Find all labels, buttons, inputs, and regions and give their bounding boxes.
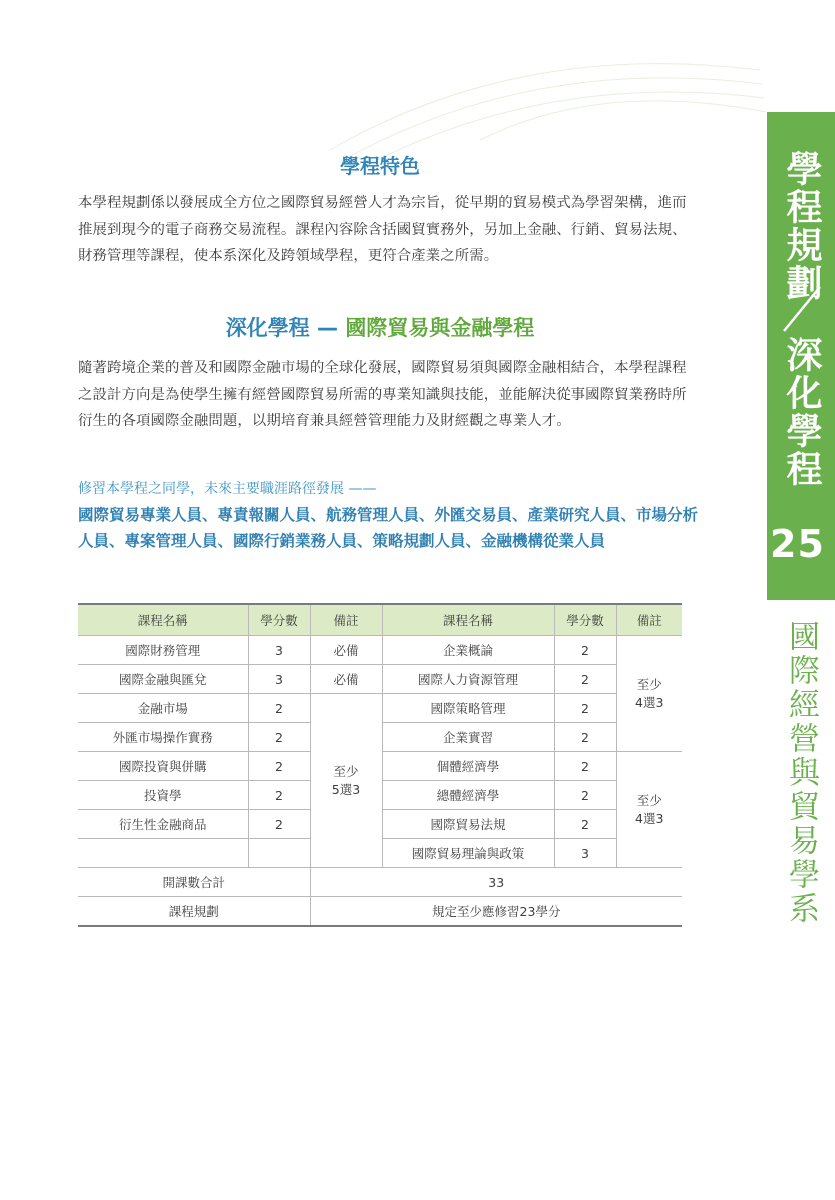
course-credits: 2 [554,665,616,694]
course-name: 國際貿易法規 [382,810,554,839]
group-note: 至少 4選3 [616,752,682,868]
course-name: 個體經濟學 [382,752,554,781]
group-note: 至少 4選3 [616,636,682,752]
table-plan-row [78,897,682,927]
header-note: 備註 [310,604,382,636]
course-credits: 2 [248,694,310,723]
table-row [78,694,682,723]
course-name: 企業實習 [382,723,554,752]
course-credits: 2 [554,810,616,839]
plan-value: 規定至少應修習23學分 [310,897,682,927]
side-tab-title-line2: 深化學程 [781,336,822,488]
course-name: 國際貿易理論與政策 [382,839,554,868]
group-note: 至少 5選3 [310,694,382,868]
department-name: 國際經營與貿易學系 [783,620,819,926]
course-credits: 2 [248,752,310,781]
career-path-list: 國際貿易專業人員、專責報關人員、航務管理人員、外匯交易員、產業研究人員、市場分析人員、專案管理人員、國際行銷業務人員、策略規劃人員、金融機構從業人員 [78,506,699,550]
header-credits: 學分數 [248,604,310,636]
slash-divider-icon [780,285,824,333]
course-credits: 3 [248,636,310,665]
career-path-lead: 修習本學程之同學，未來主要職涯路徑發展 —— [78,481,377,497]
course-credits: 2 [554,752,616,781]
section-title-prefix: 深化學程 — [225,316,346,340]
course-note: 必備 [310,665,382,694]
course-name: 總體經濟學 [382,781,554,810]
course-credits: 2 [554,723,616,752]
header-note: 備註 [616,604,682,636]
total-label: 開課數合計 [78,868,310,897]
side-tab-title-line1: 學程規劃 [781,150,822,302]
plan-label: 課程規劃 [78,897,310,927]
course-credits: 3 [554,839,616,868]
course-name: 投資學 [78,781,248,810]
table-header-row [78,604,682,636]
course-table [78,603,682,927]
course-name: 國際投資與併購 [78,752,248,781]
course-credits: 2 [554,636,616,665]
header-course-name: 課程名稱 [382,604,554,636]
course-credits: 2 [248,781,310,810]
course-name: 外匯市場操作實務 [78,723,248,752]
course-credits: 2 [554,781,616,810]
table-row [78,636,682,665]
course-name: 衍生性金融商品 [78,810,248,839]
table-row [78,665,682,694]
course-credits: 2 [554,694,616,723]
course-name: 國際策略管理 [382,694,554,723]
total-value: 33 [310,868,682,897]
course-name: 金融市場 [78,694,248,723]
course-name: 國際人力資源管理 [382,665,554,694]
course-note: 必備 [310,636,382,665]
program-features-paragraph: 本學程規劃係以發展成全方位之國際貿易經營人才為宗旨，從早期的貿易模式為學習架構，進而推展到現今的電子商務交易流程。課程內容除含括國貿實務外，另加上金融、行銷、貿易法規、財務管理等課程，使本系深化及跨領域學程，更符合產業之所需。 [78,195,687,264]
table-total-row [78,868,682,897]
course-credits [248,839,310,868]
course-credits: 2 [248,723,310,752]
course-name: 企業概論 [382,636,554,665]
course-name [78,839,248,868]
header-credits: 學分數 [554,604,616,636]
section-title-program-name: 國際貿易與金融學程 [345,316,535,340]
course-credits: 2 [248,810,310,839]
course-name: 國際金融與匯兌 [78,665,248,694]
header-course-name: 課程名稱 [78,604,248,636]
advanced-program-paragraph: 隨著跨境企業的普及和國際金融市場的全球化發展，國際貿易須與國際金融相結合，本學程課程之設計方向是為使學生擁有經營國際貿易所需的專業知識與技能，並能解決從事國際貿業務時所衍生的各項國際金融問題，以期培育兼具經營管理能力及財經觀之專業人才。 [78,360,687,429]
course-credits: 3 [248,665,310,694]
page-number: 25 [770,522,825,566]
course-name: 國際財務管理 [78,636,248,665]
section-title-advanced-program [0,314,760,342]
section-title-program-features: 學程特色 [340,154,420,178]
